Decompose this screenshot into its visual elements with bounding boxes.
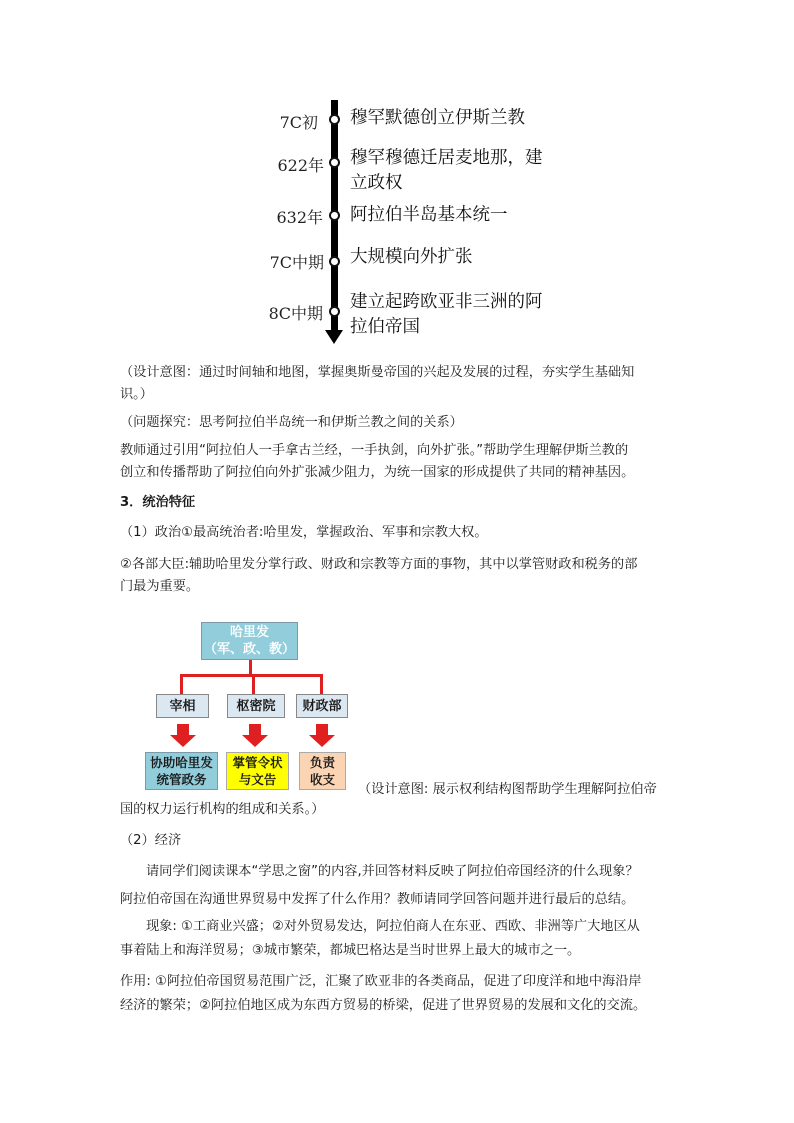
timeline-date: 7C中期 <box>269 253 324 272</box>
timeline-dot <box>329 114 340 125</box>
timeline-dot <box>329 256 340 267</box>
org-dept-chancellor: 宰相 <box>156 694 209 718</box>
org-dept-finance: 财政部 <box>296 694 348 718</box>
ministers-paragraph: ②各部大臣:辅助哈里发分掌行政、财政和宗教等方面的事物，其中以掌管财政和税务的部 门最为重要。 <box>120 557 638 594</box>
role-paragraph: 作用: ①阿拉伯帝国贸易范围广泛，汇聚了欧亚非的各类商品，促进了印度洋和地中海沿岸 经济的繁荣；②阿拉伯地区成为东西方贸易的桥梁，促进了世界贸易的发展和文化的交流。 <box>120 974 647 1013</box>
timeline-date: 7C初 <box>279 113 318 132</box>
org-duty-budget: 负责 收支 <box>299 752 346 790</box>
inquiry-note: （问题探究：思考阿拉伯半岛统一和伊斯兰教之间的关系） <box>120 415 463 430</box>
org-connector <box>180 674 183 695</box>
org-connector <box>180 674 322 677</box>
org-duty-assist: 协助哈里发 统管政务 <box>145 752 218 790</box>
org-dept-privy-council: 枢密院 <box>227 694 285 718</box>
org-connector <box>320 674 323 695</box>
timeline-event: 穆罕穆德迁居麦地那，建 立政权 <box>350 148 543 193</box>
timeline-event: 穆罕默德创立伊斯兰教 <box>350 108 525 128</box>
design-intent-note-2: （设计意图: 展示权利结构图帮助学生理解阿拉伯帝 <box>358 782 657 797</box>
timeline-arrowhead <box>325 330 343 344</box>
phenomenon-paragraph: 现象: ①工商业兴盛；②对外贸易发达，阿拉伯商人在东亚、西欧、非洲等广大地区从 事着陆上和海洋贸易；③城市繁荣，都城巴格达是当时世界上最大的城市之一。 <box>120 919 640 958</box>
economy-question: 请同学们阅读课本“学思之窗”的内容,并回答材料反映了阿拉伯帝国经济的什么现象？ 阿拉伯帝国在沟通世界贸易中发挥了什么作用？教师请同学回答问题并进行最后的总结。 <box>120 864 639 907</box>
org-connector <box>252 674 255 695</box>
org-duty-decrees: 掌管令状 与文告 <box>226 752 289 790</box>
design-intent-note: （设计意图：通过时间轴和地图，掌握奥斯曼帝国的兴起及发展的过程，夯实学生基础知 识。） <box>120 365 635 402</box>
timeline-date: 632年 <box>276 208 323 227</box>
timeline-dot <box>329 306 340 317</box>
section-heading: 3．统治特征 <box>120 495 196 510</box>
org-top-caliph: 哈里发 （军、政、教） <box>201 622 298 660</box>
timeline-dot <box>329 157 340 168</box>
design-intent-note-2-cont: 国的权力运行机构的组成和关系。） <box>120 802 325 817</box>
timeline-event: 大规模向外扩张 <box>350 247 473 267</box>
timeline-date: 622年 <box>277 156 324 175</box>
timeline-event: 建立起跨欧亚非三洲的阿 拉伯帝国 <box>350 292 543 337</box>
teacher-paragraph: 教师通过引用“阿拉伯人一手拿古兰经，一手执剑，向外扩张。”帮助学生理解伊斯兰教的 创立和传播帮助了阿拉伯向外扩张减少阻力，为统一国家的形成提供了共同的精神基因。 <box>120 443 635 480</box>
politics-paragraph: （1）政治①最高统治者:哈里发，掌握政治、军事和宗教大权。 <box>120 525 488 540</box>
economy-heading: （2）经济 <box>120 833 182 848</box>
timeline-date: 8C中期 <box>268 304 323 323</box>
timeline-event: 阿拉伯半岛基本统一 <box>350 205 508 225</box>
timeline-dot <box>329 210 340 221</box>
